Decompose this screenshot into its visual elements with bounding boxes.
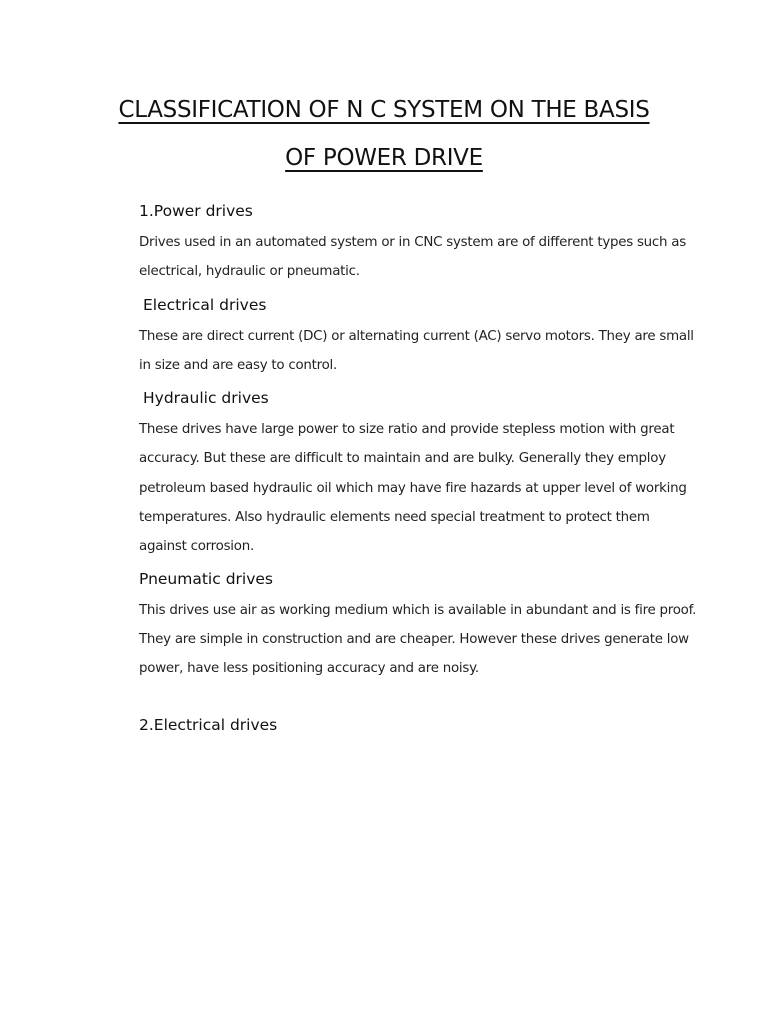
document-body (139, 200, 699, 736)
document-title-text-1: CLASSIFICATION OF N C SYSTEM ON THE BASIS (118, 97, 650, 123)
document-title-text-2: OF POWER DRIVE (285, 145, 483, 171)
section-text-pneumatic-drives: This drives use air as working medium which is available in abundant and is fire proof. They are simple in construction and are cheaper. However these drives generate low power, have less positioning accuracy and are noisy. (139, 602, 697, 677)
section-text-electrical-drives: These are direct current (DC) or alternating current (AC) servo motors. They are small in size and are easy to control. (139, 328, 694, 373)
section-heading-pneumatic-drives: Pneumatic drives (139, 569, 273, 588)
section-heading-hydraulic-drives: Hydraulic drives (143, 389, 269, 408)
document-title-line-1 (0, 95, 768, 125)
section-heading-electrical-drives: Electrical drives (143, 295, 267, 314)
section-heading-power-drives: 1.Power drives (139, 202, 253, 220)
section-text-power-drives: Drives used in an automated system or in CNC system are of different types such as electrical, hydraulic or pneumatic. (139, 235, 686, 280)
section-text-hydraulic-drives: These drives have large power to size ratio and provide stepless motion with great accuracy. But these are difficult to maintain and are bulky. Generally they employ petroleum based hydraulic oil which may have fire hazards at upper level of working temperatures. Also hydraulic elements need special treatment to protect them against corrosion. (139, 422, 687, 555)
section-heading-electrical-drives-2: 2.Electrical drives (139, 715, 278, 734)
document-title-line-2 (0, 143, 768, 173)
